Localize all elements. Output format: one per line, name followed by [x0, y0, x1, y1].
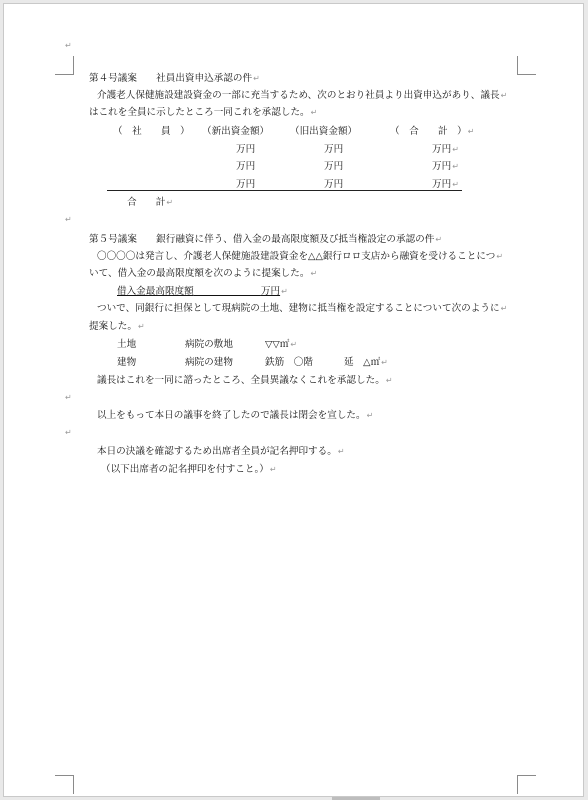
paragraph-mark: ↵	[65, 393, 72, 402]
paragraph-mark: ↵	[65, 215, 72, 224]
signing-note: （以下出席者の記名押印を付すこと。）↵	[101, 464, 277, 475]
agenda5-body-line2: いて、借入金の最高限度額を次のように提案した。↵	[89, 268, 318, 279]
table-cell-old: 万円	[324, 144, 344, 155]
paragraph-mark: ↵	[65, 428, 72, 437]
table-total-label: 合 計↵	[127, 197, 174, 208]
table-header-total: （ 合 計 ）↵	[390, 126, 475, 137]
table-cell-new: 万円	[236, 179, 256, 190]
building-label: 建物	[117, 357, 137, 368]
page-corner-mark-bottom-left	[55, 775, 74, 794]
agenda5-body-line1: 〇〇〇〇は発言し、介護老人保健施設建設資金を△△銀行ロロ支店から融資を受けることにつ↵	[97, 251, 504, 262]
table-cell-total: 万円↵	[432, 161, 459, 172]
table-header-old: （旧出資金額）	[290, 126, 358, 137]
building-structure: 鉄筋 〇階	[265, 357, 313, 368]
table-header-new: （新出資金額）	[202, 126, 270, 137]
building-floor-area: 延 △㎡↵	[344, 357, 388, 368]
borrowing-limit-unit: 万円	[260, 286, 281, 297]
page-corner-mark-top-right	[517, 56, 536, 75]
land-label: 土地	[117, 339, 137, 350]
paragraph-mark: ↵	[65, 41, 72, 50]
table-cell-old: 万円	[324, 179, 344, 190]
document-page	[3, 3, 584, 797]
land-desc: 病院の敷地	[185, 339, 233, 350]
agenda4-title: 第４号議案 社員出資申込承認の件↵	[89, 73, 260, 84]
agenda4-body-line1: 介護老人保健施設建設資金の一部に充当するため、次のとおり社員より出資申込があり、議長↵	[97, 90, 508, 101]
table-cell-new: 万円	[236, 144, 256, 155]
building-desc: 病院の建物	[185, 357, 233, 368]
page-corner-mark-top-left	[55, 56, 74, 75]
agenda4-body-line2: はこれを全員に示したところ一同これを承認した。↵	[89, 107, 318, 118]
table-cell-total: 万円↵	[432, 179, 459, 190]
borrowing-limit-label: 借入金最高限度額	[117, 286, 194, 297]
agenda5-body-line4: 提案した。↵	[89, 321, 145, 332]
agenda5-title: 第５号議案 銀行融資に伴う、借入金の最高限度額及び抵当権設定の承認の件↵	[89, 234, 443, 245]
closing-statement: 以上をもって本日の議事を終了したので議長は閉会を宣した。↵	[97, 410, 374, 421]
table-cell-new: 万円	[236, 161, 256, 172]
signing-statement: 本日の決議を確認するため出席者全員が記名押印する。↵	[97, 446, 345, 457]
table-cell-old: 万円	[324, 161, 344, 172]
page-corner-mark-bottom-right	[517, 775, 536, 794]
land-area: ▽▽㎡↵	[265, 339, 298, 350]
table-sum-rule	[107, 190, 462, 191]
borrowing-limit-line: 借入金最高限度額 万円↵	[117, 286, 288, 297]
table-header-member: （ 社 員 ）	[113, 126, 190, 137]
agenda5-approval: 議長はこれを一同に諮ったところ、全員異議なくこれを承認した。↵	[97, 375, 393, 386]
table-cell-total: 万円↵	[432, 144, 459, 155]
agenda5-body-line3: ついで、同銀行に担保として現病院の土地、建物に抵当権を設定することについて次のように↵	[97, 303, 508, 314]
